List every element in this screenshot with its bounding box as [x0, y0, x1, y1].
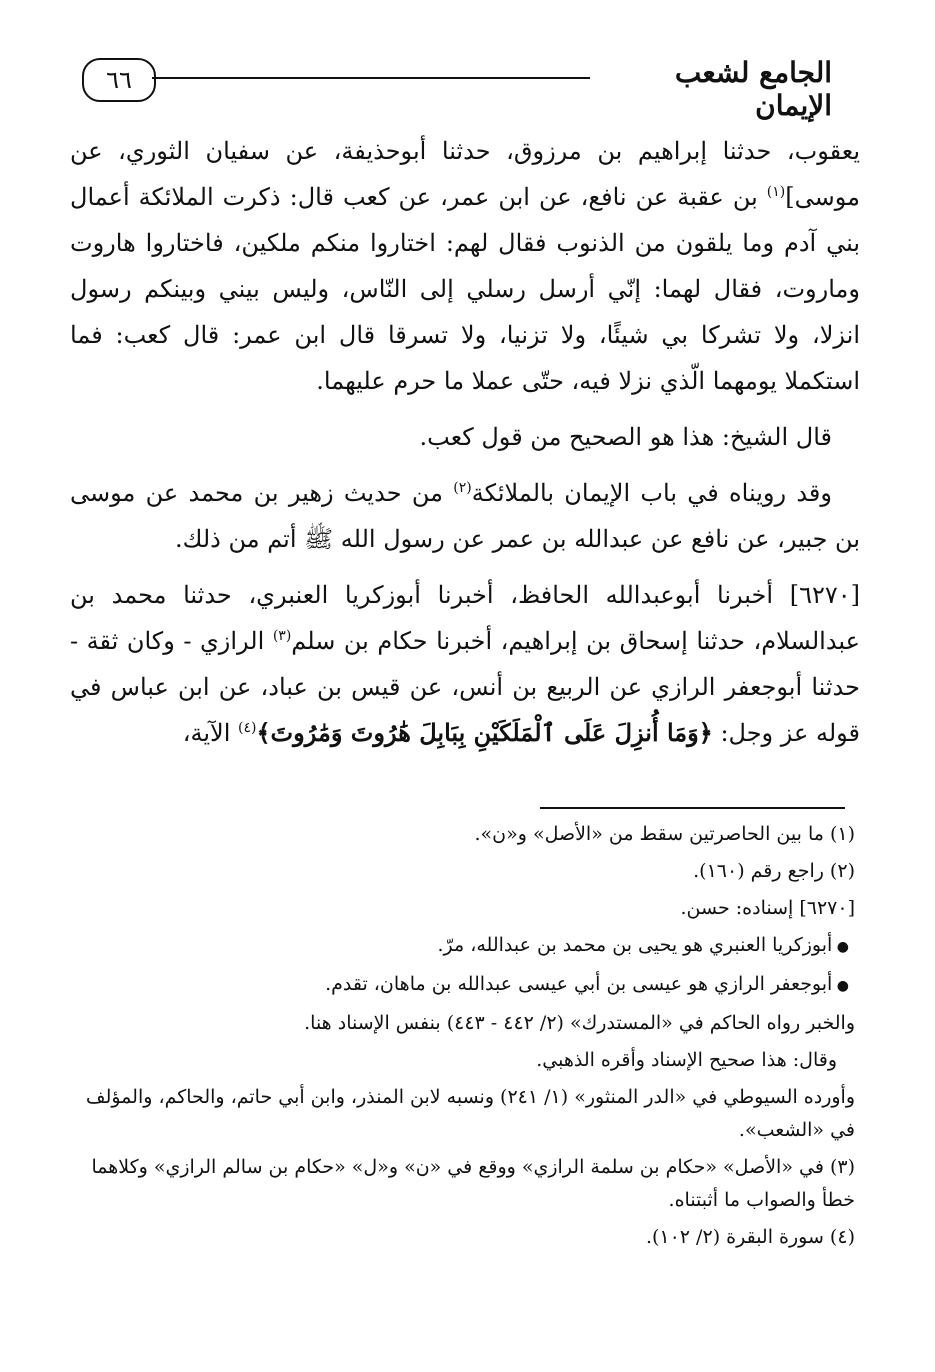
footnote-3: (٣) في «الأصل» «حكام بن سلمة الرازي» ووقع في «ن» و«ل» «حكام بن سالم الرازي» وكلاهما خطأ والصواب ما أثبتناه.	[91, 1156, 855, 1211]
para4-text-b: الرازي - وكان ثقة - حدثنا أبوجعفر الرازي عن الربيع بن أنس، عن قيس بن عباد، عن ابن عباس في قوله عز وجل:	[70, 627, 860, 747]
footnote-isnad-heading: [٦٢٧٠] إسناده: حسن.	[680, 897, 855, 919]
para3-text-b: من حديث زهير بن محمد عن موسى بن جبير، عن نافع عن عبدالله بن عمر عن رسول الله ﷺ أتم من ذلك.	[70, 479, 860, 553]
footnote-dhahabi: وقال: هذا صحيح الإسناد وأقره الذهبي.	[536, 1049, 837, 1071]
paragraph-2: قال الشيخ: هذا هو الصحيح من قول كعب.	[419, 423, 832, 451]
footnote-suyuti: وأورده السيوطي في «الدر المنثور» (١/ ٢٤١) ونسبه لابن المنذر، وابن أبي حاتم، والحاكم، والمؤلف في «الشعب».	[85, 1086, 855, 1141]
header-rule	[152, 77, 590, 79]
footnote-separator	[540, 807, 845, 809]
para1-text-b: بن عقبة عن نافع، عن ابن عمر، عن كعب قال: ذكرت الملائكة أعمال بني آدم وما يلقون من الذنوب فقال لهم: اختاروا منكم ملكين، فاختاروا هاروت وماروت، فقال لهما: إنّي أرسل رسلي إلى النّاس، وليس بيني وبينكم رسول انزلا، ولا تشركا بي شيئًا، ولا تزنيا، ولا تسرقا قال ابن عمر: قال كعب: فما استكملا يومهما الّذي نزلا فيه، حتّى عملا ما حرم عليهما.	[70, 183, 860, 395]
footnotes	[65, 818, 855, 1258]
paragraph-3	[70, 470, 860, 562]
footnote-hakim: والخبر رواه الحاكم في «المستدرك» (٢/ ٤٤٢ - ٤٤٣) بنفس الإسناد هنا.	[304, 1012, 855, 1034]
para3-text-a: وقد رويناه في باب الإيمان بالملائكة	[471, 479, 832, 507]
footnote-bullet-2: ● أبوجعفر الرازي هو عيسى بن أبي عيسى عبدالله بن ماهان، تقدم.	[65, 968, 855, 1003]
footnote-ref-3: (٣)	[272, 628, 292, 644]
paragraph-4	[70, 572, 860, 756]
paragraph-1	[70, 128, 860, 404]
book-title: الجامع لشعب الإيمان	[674, 56, 832, 122]
page-number: ٦٦	[82, 58, 156, 102]
page-header	[60, 50, 850, 122]
para4-text-c: الآية،	[182, 719, 239, 747]
footnote-ref-4: (٤)	[238, 720, 257, 736]
footnote-4: (٤) سورة البقرة (٢/ ١٠٢).	[645, 1226, 855, 1248]
para4-text-a: [٦٢٧٠] أخبرنا أبوعبدالله الحافظ، أخبرنا أبوزكريا العنبري، حدثنا محمد بن عبدالسلام، حدثنا إسحاق بن إبراهيم، أخبرنا حكام بن سلم	[70, 581, 861, 655]
footnote-ref-2: (٢)	[453, 480, 472, 496]
footnote-2: (٢) راجع رقم (١٦٠).	[693, 860, 855, 882]
quran-verse: ﴿وَمَا أُنزِلَ عَلَى ٱلْمَلَكَيْنِ بِبَابِلَ هَٰرُوتَ وَمَٰرُوتَ﴾	[256, 718, 713, 747]
footnote-bullet-1: ● أبوزكريا العنبري هو يحيى بن محمد بن عبدالله، مرّ.	[65, 929, 855, 964]
main-text	[70, 128, 860, 766]
footnote-1: (١) ما بين الحاصرتين سقط من «الأصل» و«ن».	[474, 823, 855, 845]
para1-text-a: يعقوب، حدثنا إبراهيم بن مرزوق، حدثنا أبوحذيفة، عن سفيان الثوري، عن موسى]	[70, 137, 860, 211]
footnote-ref-1: (١)	[766, 184, 786, 200]
